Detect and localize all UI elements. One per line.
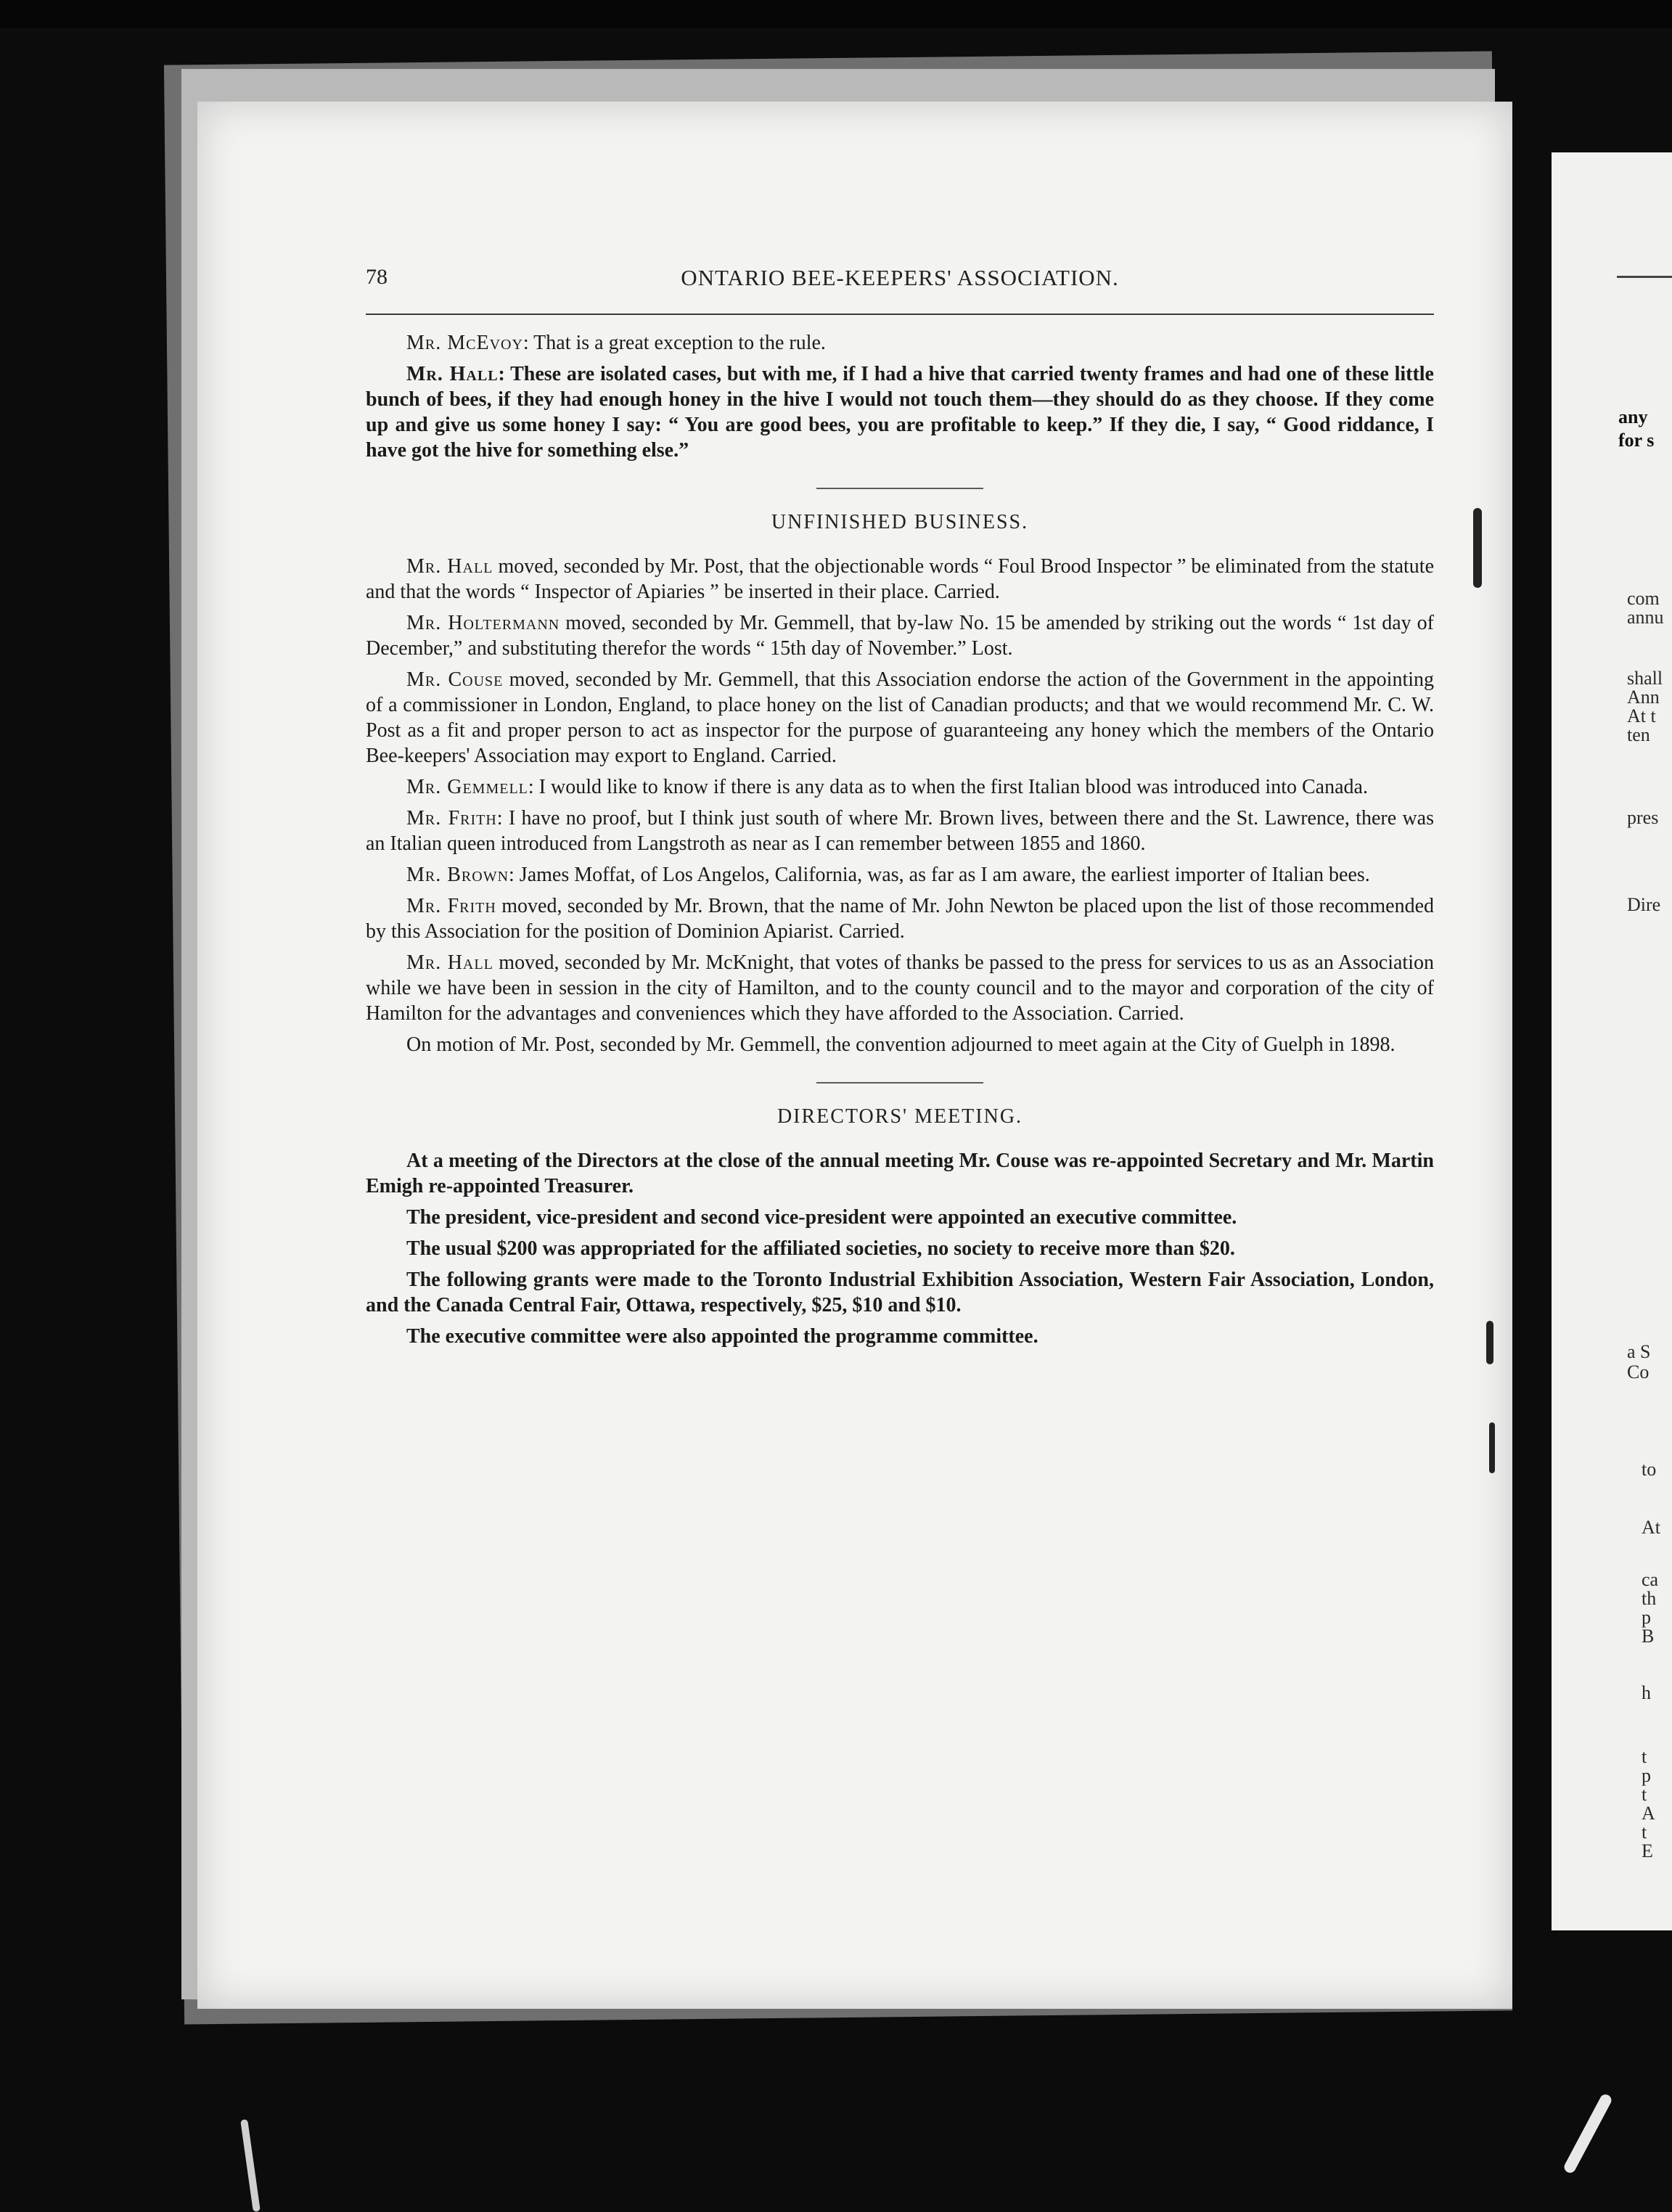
speaker-name: Mr. Hall — [406, 363, 499, 385]
speaker-name: Mr. Hall — [406, 555, 493, 578]
body-paragraph — [366, 1324, 1434, 1349]
speaker-name: Mr. Holtermann — [406, 612, 560, 634]
scan-artifact — [1562, 2092, 1613, 2174]
facing-page-fragment-text: th — [1642, 1588, 1657, 1609]
facing-page-fragment-text: At — [1642, 1517, 1660, 1538]
facing-page-fragment-text: com — [1627, 588, 1660, 609]
facing-page-fragment-text: to — [1642, 1459, 1657, 1480]
facing-page-fragment-text: p — [1642, 1607, 1651, 1628]
facing-page-fragment-text: t — [1642, 1822, 1647, 1843]
body-paragraph — [366, 806, 1434, 856]
binding-mark — [1489, 1422, 1495, 1473]
speaker-name: Mr. Hall — [406, 951, 493, 974]
speaker-name: Mr. McEvoy — [406, 332, 523, 354]
body-paragraph — [366, 1236, 1434, 1261]
binding-mark — [1486, 1321, 1493, 1364]
body-paragraph — [366, 667, 1434, 769]
paragraph-text: The usual $200 was appropriated for the affiliated societies, no society to receive more than $20. — [406, 1237, 1235, 1260]
body-paragraph — [366, 893, 1434, 944]
facing-page-fragment-text: t — [1642, 1784, 1647, 1805]
paragraph-text: The president, vice-president and second vice-president were appointed an executive committee. — [406, 1206, 1237, 1229]
section-divider — [816, 488, 983, 489]
body-paragraph — [366, 1148, 1434, 1199]
body-paragraph — [366, 610, 1434, 661]
body-paragraph — [366, 554, 1434, 605]
running-title: ONTARIO BEE-KEEPERS' ASSOCIATION. — [681, 265, 1119, 290]
body-paragraph — [366, 862, 1434, 888]
body-paragraph — [366, 361, 1434, 463]
facing-page-fragment-text: ten — [1627, 724, 1650, 745]
facing-page-fragment-text: annu — [1627, 607, 1664, 628]
section-divider — [816, 1082, 983, 1084]
paragraph-text: moved, seconded by Mr. Brown, that the name of Mr. John Newton be placed upon the list of those recommended by this Association for the position of Dominion Apiarist. Carried. — [366, 895, 1435, 943]
paragraph-text: At a meeting of the Directors at the close of the annual meeting Mr. Couse was re-appointed Secretary and Mr. Martin Emigh re-appointed Treasurer. — [366, 1150, 1434, 1197]
body-paragraph — [366, 1267, 1434, 1318]
facing-page-text — [1552, 0, 1672, 1861]
page-number: 78 — [366, 265, 388, 289]
speaker-name: Mr. Couse — [406, 668, 504, 691]
paragraph-text: The following grants were made to the Toronto Industrial Exhibition Association, Western Fair Association, London, and the Canada Central Fair, Ottawa, respectively, $25, $10 and $10. — [366, 1269, 1434, 1316]
facing-page-fragment-text: ca — [1642, 1569, 1659, 1590]
binding-mark — [1473, 508, 1482, 588]
facing-page-fragment-text: shall — [1627, 668, 1663, 689]
facing-page-fragment-text: p — [1642, 1765, 1651, 1786]
section-heading: UNFINISHED BUSINESS. — [771, 511, 1029, 533]
paragraph-text: moved, seconded by Mr. Gemmell, that this Association endorse the action of the Government in the appointing of a commissioner in London, England, to place honey on the list of Canadian products; and that we would recommend Mr. C. W. Post as a fit and proper person to act as inspector for the purpose of guaranteeing any honey which the members of the Ontario Bee-keepers' Association may export to England. Carried. — [366, 668, 1434, 767]
header-rule — [366, 314, 1434, 315]
facing-page-fragment-text: E — [1642, 1840, 1653, 1861]
paragraph-text: The executive committee were also appointed the programme committee. — [406, 1325, 1038, 1348]
facing-page-fragment-text: t — [1642, 1746, 1647, 1767]
facing-page-fragment-text: a S — [1627, 1341, 1651, 1362]
facing-page-fragment-text: At t — [1627, 705, 1656, 726]
paragraph-text: On motion of Mr. Post, seconded by Mr. Gemmell, the convention adjourned to meet again at the City of Guelph in 1898. — [406, 1033, 1396, 1056]
body-paragraph — [366, 774, 1434, 800]
facing-page-fragment-text: A — [1642, 1803, 1655, 1824]
facing-page-fragment-text: h — [1642, 1682, 1651, 1703]
body-paragraph — [366, 1205, 1434, 1230]
paragraph-text: moved, seconded by Mr. Post, that the objectionable words “ Foul Brood Inspector ” be eliminated from the statute and that the words “ Inspector of Apiaries ” be inserted in their place. Carried. — [366, 555, 1434, 603]
scan-top-border — [0, 0, 1672, 28]
section-heading: DIRECTORS' MEETING. — [776, 1105, 1023, 1128]
body-paragraph — [366, 1032, 1434, 1057]
speaker-name: Mr. Brown — [406, 864, 509, 886]
facing-page-fragment-text: Ann — [1627, 687, 1660, 708]
facing-page-fragment-text: Dire — [1627, 894, 1661, 915]
paragraph-text: moved, seconded by Mr. Gemmell, that by-law No. 15 be amended by striking out the words “ 1st day of December,” and substituting therefor the words “ 15th day of November.” Lost. — [366, 612, 1435, 660]
page-body — [366, 330, 1434, 1355]
facing-page-fragment-text: for s — [1618, 430, 1655, 451]
speaker-name: Mr. Frith — [406, 807, 497, 830]
facing-page-fragment-text: B — [1642, 1626, 1655, 1647]
paragraph-text: moved, seconded by Mr. McKnight, that votes of thanks be passed to the press for services to us as an Association while we have been in session in the city of Hamilton, and to the county council and to the mayor and corporation of the city of Hamilton for the advantages and conveniences which they have afforded to the Association. Carried. — [366, 951, 1434, 1025]
paragraph-text: : I have no proof, but I think just south of where Mr. Brown lives, between there and the St. Lawrence, there was an Italian queen introduced from Langstroth as near as I can remember between 1855 and 1860. — [366, 807, 1434, 855]
paragraph-text: : These are isolated cases, but with me, if I had a hive that carried twenty frames and had one of these little bunch of bees, if they had enough honey in the hive I would not touch them—they should do as they choose. If they come up and give us some honey I say: “ You are good bees, you are profitable to keep.” If they die, I say, “ Good riddance, I have got the hive for something else.” — [366, 363, 1434, 462]
page-header — [366, 265, 1434, 308]
speaker-name: Mr. Gemmell — [406, 776, 528, 798]
body-paragraph — [366, 950, 1434, 1026]
speaker-name: Mr. Frith — [406, 895, 496, 917]
paragraph-text: : I would like to know if there is any data as to when the first Italian blood was introduced into Canada. — [528, 776, 1368, 798]
document-page — [197, 102, 1512, 2009]
facing-page-fragment-text: pres — [1627, 807, 1659, 828]
scan-artifact — [240, 2119, 261, 2212]
facing-page-fragment-text: Co — [1627, 1361, 1650, 1382]
paragraph-text: : That is a great exception to the rule. — [522, 332, 826, 354]
body-paragraph — [366, 330, 1434, 356]
paragraph-text: : James Moffat, of Los Angelos, California, was, as far as I am aware, the earliest importer of Italian bees. — [509, 864, 1370, 886]
facing-page-fragment-text: any — [1618, 406, 1648, 427]
